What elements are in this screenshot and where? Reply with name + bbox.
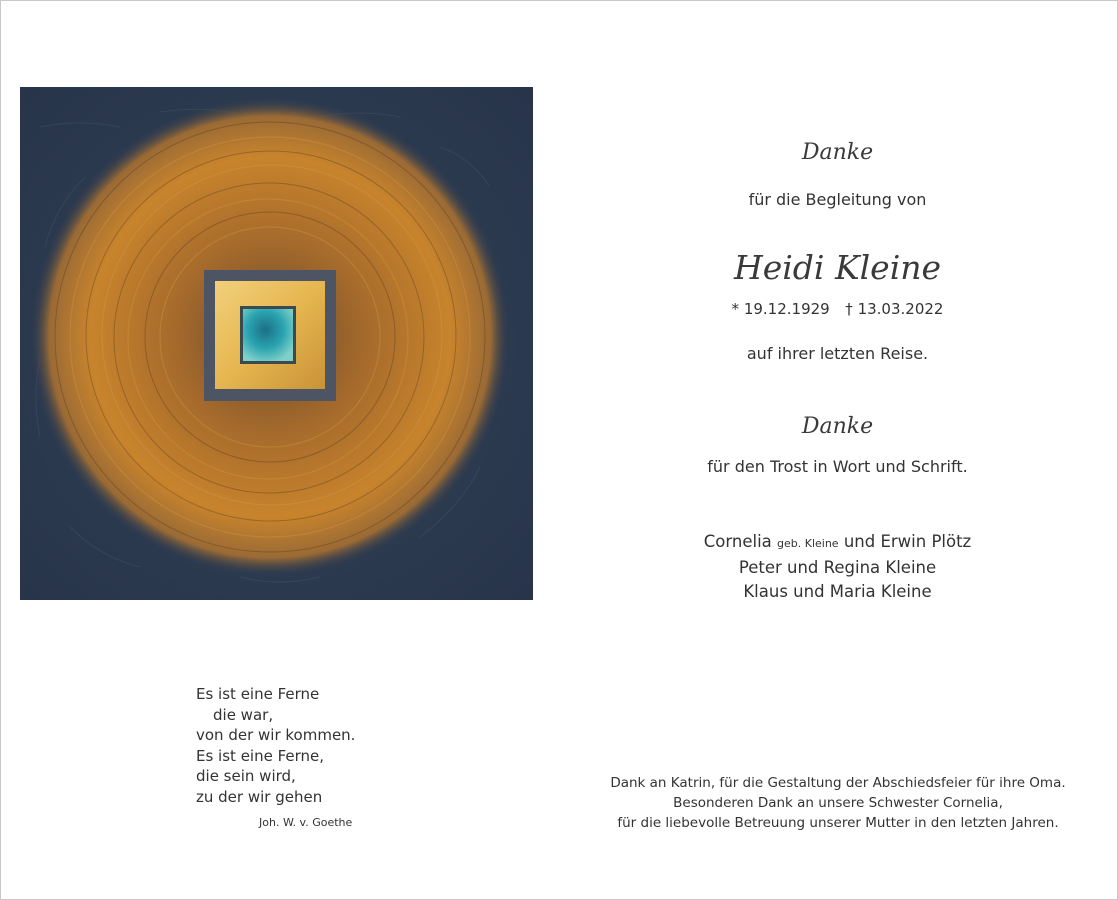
quote-line: Es ist eine Ferne [196, 685, 320, 703]
birth-date: 19.12.1929 [743, 300, 830, 318]
journey-text: auf ihrer letzten Reise. [746, 344, 929, 363]
death-symbol: † [845, 300, 853, 318]
heading-danke-1: Danke [801, 140, 874, 165]
family-line-2: Peter und Regina Kleine [738, 558, 937, 577]
quote-line: die sein wird, [196, 767, 296, 785]
quote-line: von der wir kommen. [196, 726, 356, 744]
quote-line: Es ist eine Ferne, [196, 746, 325, 765]
quote-author: Joh. W. v. Goethe [259, 816, 353, 829]
death-date: 13.03.2022 [857, 300, 944, 318]
family-line-1 [600, 530, 1075, 556]
quote-line: zu der wir gehen [196, 787, 323, 806]
family-line-3: Klaus und Maria Kleine [743, 582, 932, 601]
thanks-note [588, 773, 1088, 833]
thanks-note-line: Dank an Katrin, für die Gestaltung der Abschiedsfeier für ihre Oma. [610, 775, 1066, 791]
thanks-note-line: für die liebevolle Betreuung unserer Mutter in den letzten Jahren. [617, 815, 1059, 831]
goethe-quote [196, 684, 356, 829]
family-line-1-birthname: geb. Kleine [777, 537, 839, 550]
comfort-text: für den Trost in Wort und Schrift. [707, 457, 968, 476]
family-line-1-rest: und Erwin Plötz [843, 532, 972, 551]
quote-line: die war, [213, 705, 274, 724]
thanks-note-line: Besonderen Dank an unsere Schwester Cornelia, [673, 795, 1003, 811]
family-line-1-name: Cornelia [703, 532, 772, 551]
accompaniment-text: für die Begleitung von [748, 190, 927, 209]
artwork-image [20, 87, 533, 600]
heading-danke-2: Danke [801, 414, 874, 439]
life-dates [600, 300, 1075, 318]
birth-symbol: * [731, 300, 740, 318]
deceased-name: Heidi Kleine [733, 248, 942, 287]
family-signature [600, 530, 1075, 604]
